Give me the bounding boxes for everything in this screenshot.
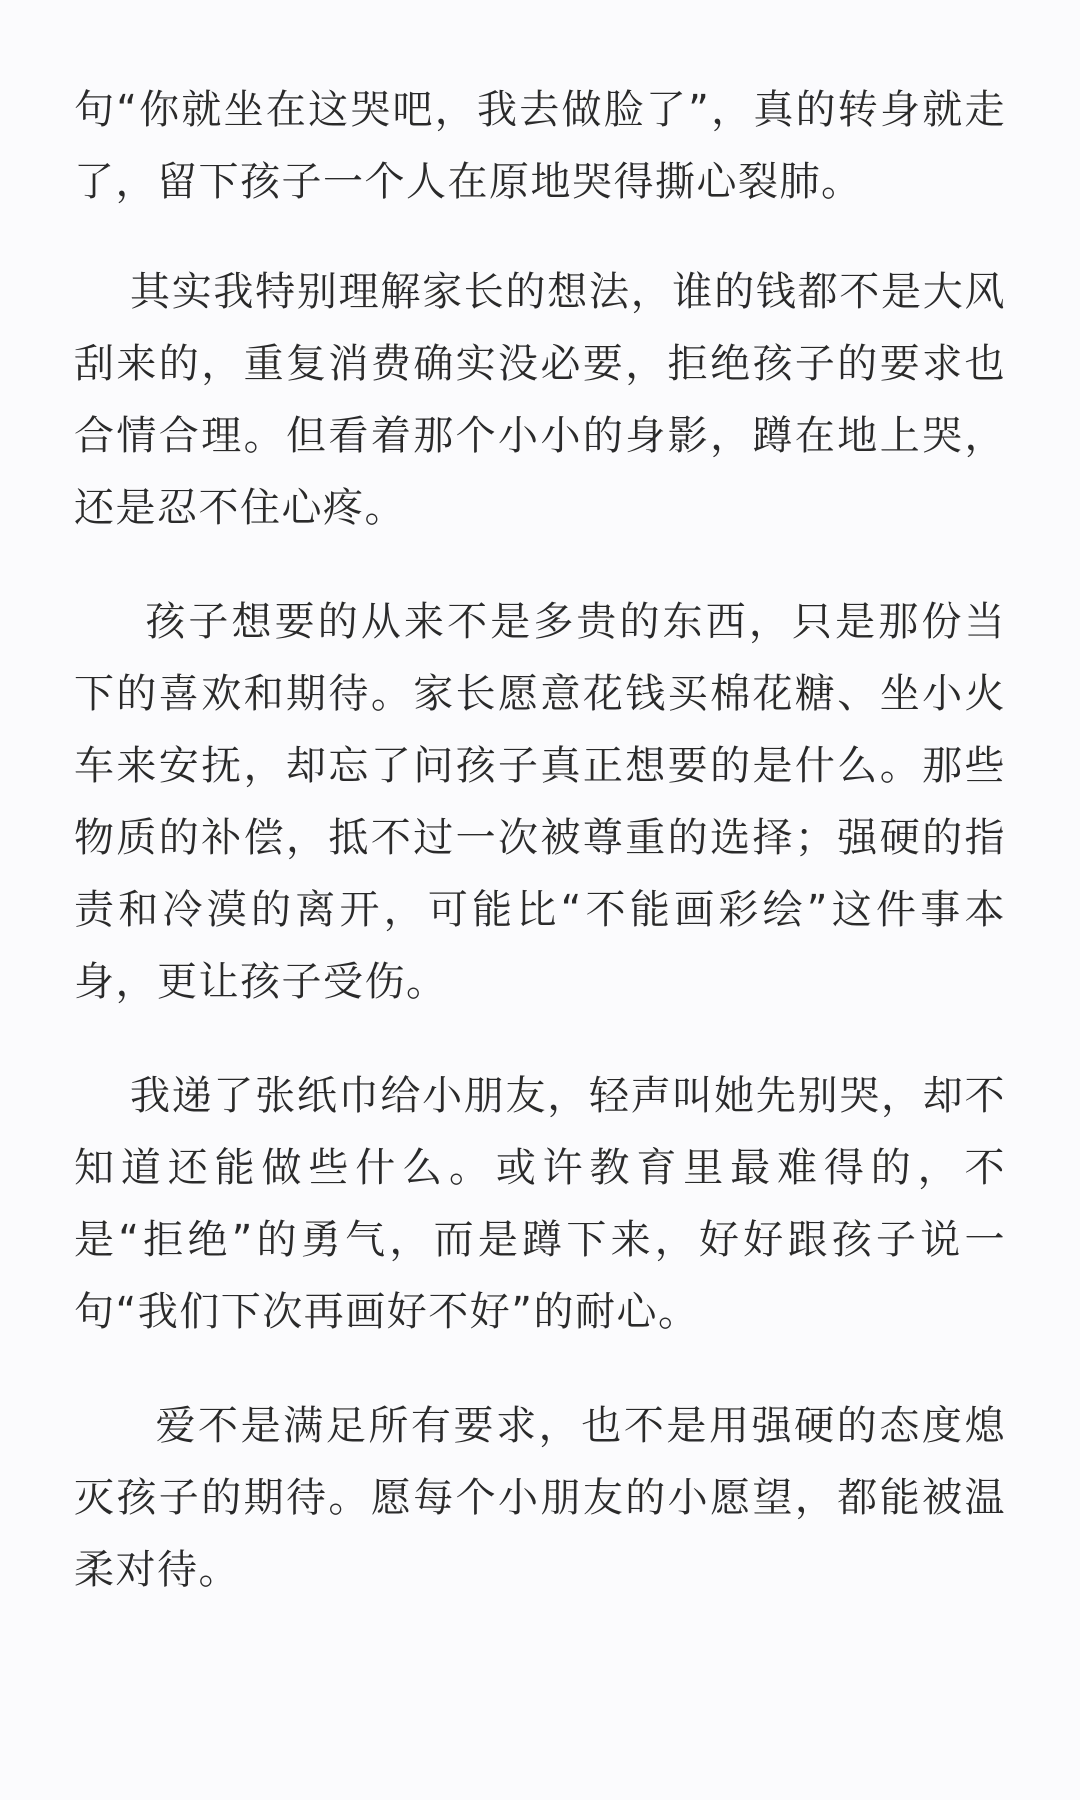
article-paragraph: 其实我特别理解家长的想法，谁的钱都不是大风刮来的，重复消费确实没必要，拒绝孩子的要求也合情合理。但看着那个小小的身影，蹲在地上哭，还是忍不住心疼。 [74,269,1006,531]
article-paragraph: 句“你就坐在这哭吧，我去做脸了”，真的转身就走了，留下孩子一个人在原地哭得撕心裂肺。 [74,87,1006,205]
article-body [74,74,1006,1606]
article-paragraph: 我递了张纸巾给小朋友，轻声叫她先别哭，却不知道还能做些什么。或许教育里最难得的，不是“拒绝”的勇气，而是蹲下来，好好跟孩子说一句“我们下次再画好不好”的耐心。 [74,1073,1006,1335]
article-paragraph: 孩子想要的从来不是多贵的东西，只是那份当下的喜欢和期待。家长愿意花钱买棉花糖、坐小火车来安抚，却忘了问孩子真正想要的是什么。那些物质的补偿，抵不过一次被尊重的选择；强硬的指责和冷漠的离开，可能比“不能画彩绘”这件事本身，更让孩子受伤。 [74,599,1006,1005]
article-paragraph: 爱不是满足所有要求，也不是用强硬的态度熄灭孩子的期待。愿每个小朋友的小愿望，都能被温柔对待。 [74,1403,1006,1593]
